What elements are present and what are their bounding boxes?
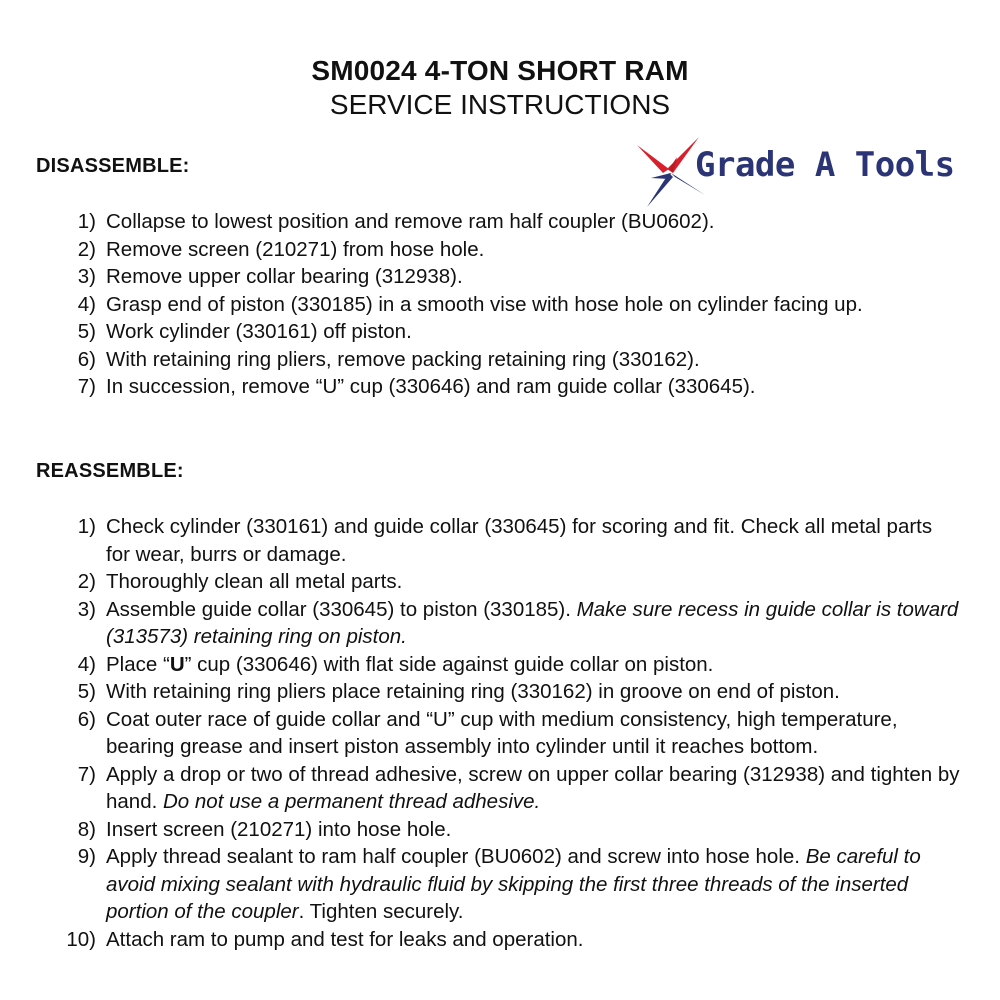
list-item: 2) Remove screen (210271) from hose hole.	[77, 237, 485, 261]
title-block	[0, 54, 1000, 122]
list-item: 6) Coat outer race of guide collar and “U” cup with medium consistency, high temperature, bearing grease and insert piston assembly into cylinder until it reaches bottom.	[77, 707, 898, 758]
list-item: 9) Apply thread sealant to ram half coupler (BU0602) and screw into hose hole. Be careful to avoid mixing sealant with hydraulic fluid by skipping the first three threads of the inserted portion of the coupler. Tighten securely.	[77, 845, 921, 923]
list-item: 7) In succession, remove “U” cup (330646) and ram guide collar (330645).	[77, 375, 756, 398]
list-item: 2) Thoroughly clean all metal parts.	[77, 570, 403, 593]
list-item: 1) Collapse to lowest position and remove ram half coupler (BU0602).	[77, 210, 715, 233]
list-item: 3) Assemble guide collar (330645) to piston (330185). Make sure recess in guide collar is toward (313573) retaining ring on piston.	[77, 597, 959, 648]
list-item: 5) Work cylinder (330161) off piston.	[77, 320, 412, 343]
disassemble-steps	[60, 208, 985, 401]
reassemble-steps	[60, 513, 985, 953]
caution-note: Do not use a permanent thread adhesive.	[163, 790, 541, 813]
reassemble-heading: REASSEMBLE:	[36, 460, 184, 482]
brand-logo	[633, 133, 973, 208]
list-item: 4) Place “U” cup (330646) with flat side against guide collar on piston.	[77, 652, 714, 676]
brand-name: Grade A Tools	[695, 145, 955, 185]
caution-note: Make sure recess in guide collar is toward (313573) retaining ring on piston.	[106, 597, 959, 648]
list-item: 3) Remove upper collar bearing (312938).	[77, 265, 463, 288]
disassemble-heading: DISASSEMBLE:	[36, 155, 190, 177]
page-subtitle: SERVICE INSTRUCTIONS	[329, 89, 671, 120]
list-item: 1) Check cylinder (330161) and guide collar (330645) for scoring and fit. Check all metal parts for wear, burrs or damage.	[77, 515, 933, 566]
list-item: 8) Insert screen (210271) into hose hole.	[77, 817, 452, 841]
list-item: 4) Grasp end of piston (330185) in a smooth vise with hose hole on cylinder facing up.	[77, 292, 863, 316]
list-item: 7) Apply a drop or two of thread adhesive, screw on upper collar bearing (312938) and tighten by hand. Do not use a permanent thread adhesive.	[77, 762, 960, 813]
caution-note: Be careful to avoid mixing sealant with hydraulic fluid by skipping the first three threads of the inserted portion of the coupler	[106, 845, 921, 923]
list-item: 6) With retaining ring pliers, remove packing retaining ring (330162).	[77, 347, 700, 371]
page-title: SM0024 4-TON SHORT RAM	[311, 55, 689, 86]
list-item: 5) With retaining ring pliers place retaining ring (330162) in groove on end of piston.	[77, 680, 840, 703]
list-item: 10) Attach ram to pump and test for leaks and operation.	[66, 927, 584, 951]
